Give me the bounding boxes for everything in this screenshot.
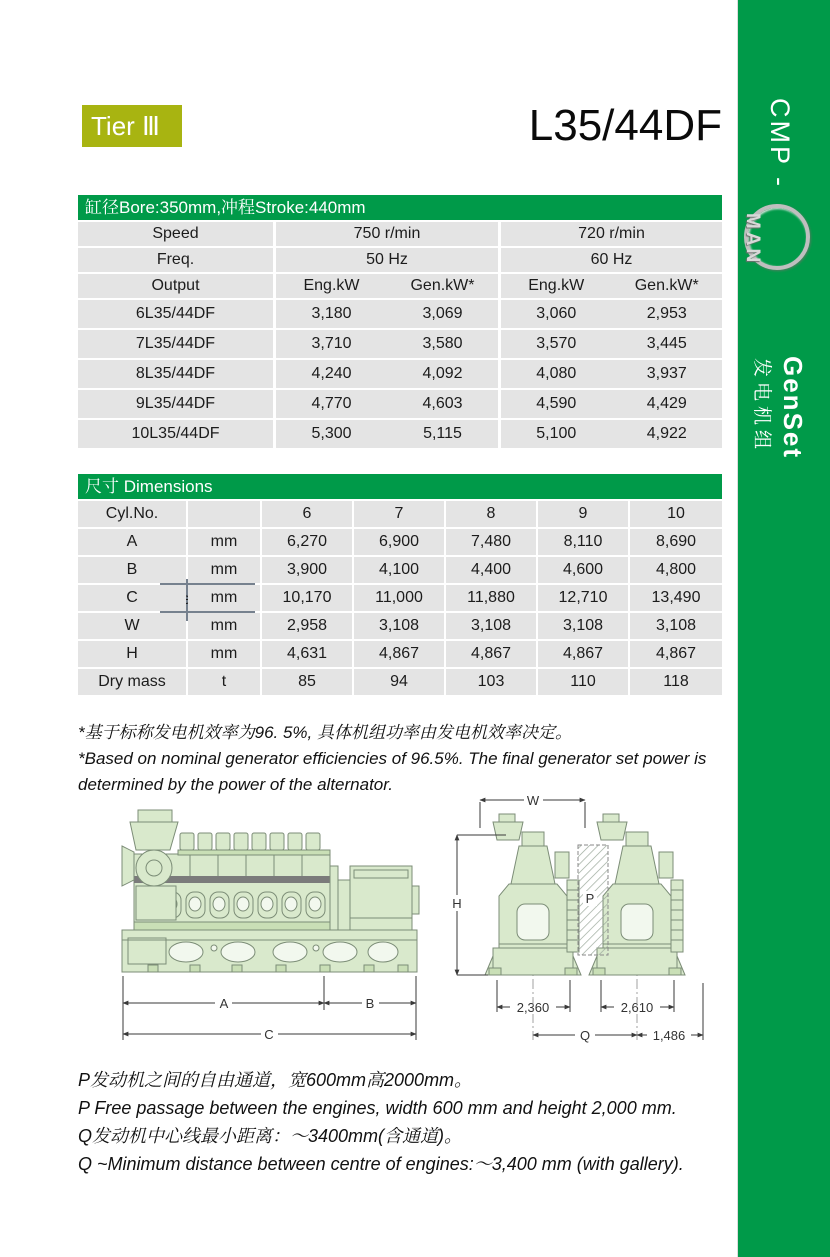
dim-label-c: C — [264, 1027, 274, 1042]
cell — [276, 274, 498, 298]
cell: 4,590 4,429 — [501, 390, 722, 418]
man-logo-text: MAN — [742, 213, 763, 266]
model-cell: 9L35/44DF — [78, 390, 273, 418]
dim-label-p: P — [585, 891, 595, 906]
col-header: 7 — [354, 501, 444, 527]
table-row — [78, 390, 722, 418]
cell: 4,080 3,937 — [501, 360, 722, 388]
cell: 4,770 4,603 — [276, 390, 498, 418]
tier-badges — [82, 105, 182, 147]
table-row — [78, 501, 722, 527]
cell: Freq. — [78, 248, 273, 272]
col-header: Eng.kW — [303, 277, 360, 294]
dim-label-2360: 2,360 — [516, 1000, 550, 1015]
note-q-en: Q ~Minimum distance between centre of engines:～3,400 mm (with gallery). — [78, 1154, 684, 1174]
dimensions-table-header: 尺寸 Dimensions — [78, 474, 722, 499]
table-row: B mm 3,900 4,100 4,400 4,600 4,800 — [78, 557, 722, 583]
dim-label-1486: 1,486 — [652, 1028, 686, 1043]
footnote-en-line1: *Based on nominal generator efficiencies of 96.5%. The final generator set power is — [78, 749, 707, 768]
table-row — [78, 274, 722, 298]
table-row — [78, 330, 722, 358]
cell: 3,180 3,069 — [276, 300, 498, 328]
dim-label-q: Q — [579, 1028, 591, 1043]
cell: 750 r/min — [276, 222, 498, 246]
table-row — [78, 300, 722, 328]
col-header: Gen.kW* — [410, 277, 475, 294]
model-cell: 7L35/44DF — [78, 330, 273, 358]
dimensions-table — [78, 474, 722, 695]
cell: 50 Hz — [276, 248, 498, 272]
cell: Output — [78, 274, 273, 298]
model-cell: 6L35/44DF — [78, 300, 273, 328]
table-row — [78, 360, 722, 388]
table-row — [78, 420, 722, 448]
footnote-en-line2: determined by the power of the alternator. — [78, 775, 393, 794]
footnote — [78, 720, 734, 798]
table-row: A mm 6,270 6,900 7,480 8,110 8,690 — [78, 529, 722, 555]
col-header: 8 — [446, 501, 536, 527]
footnote-cn: *基于标称发电机效率为96. 5%, 具体机组功率由发电机效率决定。 — [78, 723, 572, 742]
note-p-cn: P发动机之间的自由通道，宽600mm高2000mm。 — [78, 1070, 473, 1090]
engine-side-view — [122, 810, 419, 1042]
brand-text: CMP - — [765, 98, 795, 190]
col-header: Cyl.No. — [78, 501, 186, 527]
table-row — [78, 248, 722, 272]
cell — [188, 501, 260, 527]
engine-drawing-svg — [78, 788, 738, 1063]
engine-dimension-drawing — [78, 788, 738, 1068]
section-label-cn: 发电机组 — [751, 358, 772, 455]
dim-label-a: A — [219, 996, 229, 1011]
cell: 60 Hz — [501, 248, 722, 272]
tier3-badge: Tier Ⅲ — [82, 105, 182, 147]
section-label — [750, 356, 808, 459]
output-table — [78, 195, 722, 448]
man-logo-icon — [744, 204, 810, 270]
cell: 5,300 5,115 — [276, 420, 498, 448]
table-row — [78, 222, 722, 246]
cell: 3,570 3,445 — [501, 330, 722, 358]
col-header: 10 — [630, 501, 722, 527]
page-title: L35/44DF — [528, 101, 722, 150]
output-table-header: 缸径Bore:350mm,冲程Stroke:440mm — [78, 195, 722, 220]
cell: 4,240 4,092 — [276, 360, 498, 388]
dim-label-2610: 2,610 — [620, 1000, 654, 1015]
note-p-en: P Free passage between the engines, width 600 mm and height 2,000 mm. — [78, 1098, 677, 1118]
col-header: 9 — [538, 501, 628, 527]
cell: 5,100 4,922 — [501, 420, 722, 448]
engine-end-view — [448, 792, 703, 1043]
table-row: H mm 4,631 4,867 4,867 4,867 4,867 — [78, 641, 722, 667]
dim-label-h: H — [452, 896, 462, 911]
sidebar — [737, 0, 830, 1257]
table-row: C mm 10,170 11,000 11,880 12,710 13,490 — [78, 585, 722, 611]
col-header: 6 — [262, 501, 352, 527]
cell: 3,060 2,953 — [501, 300, 722, 328]
dim-label-w: W — [526, 793, 540, 808]
col-header: Eng.kW — [528, 277, 585, 294]
note-q-cn: Q发动机中心线最小距离：～3400mm(含通道)。 — [78, 1126, 463, 1146]
cell: Speed — [78, 222, 273, 246]
cell: 720 r/min — [501, 222, 722, 246]
section-label-en: GenSet — [778, 356, 808, 460]
cell: 3,710 3,580 — [276, 330, 498, 358]
col-header: Gen.kW* — [634, 277, 699, 294]
model-cell: 10L35/44DF — [78, 420, 273, 448]
passage-notes — [78, 1066, 738, 1178]
table-row: W mm 2,958 3,108 3,108 3,108 3,108 — [78, 613, 722, 639]
dim-label-b: B — [365, 996, 375, 1011]
table-row: Dry mass t 85 94 103 110 118 — [78, 669, 722, 695]
cell — [501, 274, 722, 298]
model-cell: 8L35/44DF — [78, 360, 273, 388]
